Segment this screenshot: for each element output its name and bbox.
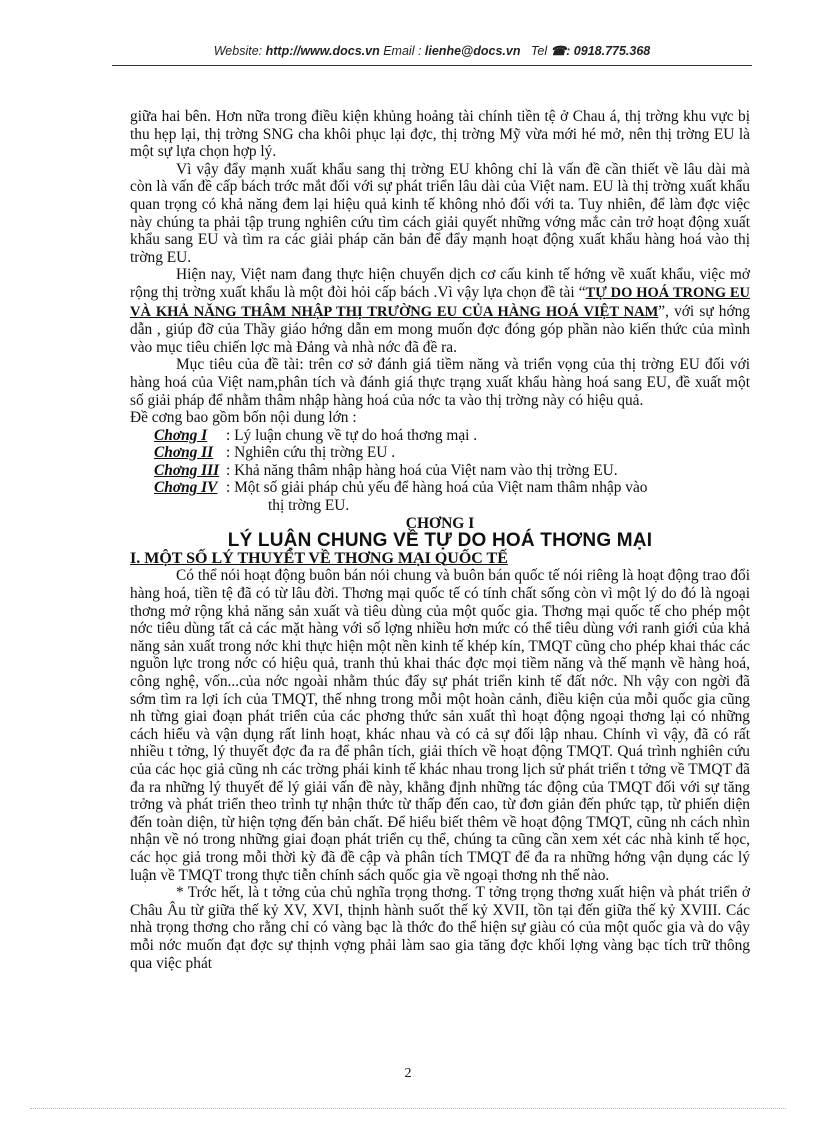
paragraph-intro: giữa hai bên. Hơn nữa trong điều kiện khủng hoảng tài chính tiền tệ ở Chau á, thị trờng khu vực bị thu hẹp lại, thị trờng SNG cha khôi phục lại đợc, thị trờng Mỹ vừa mới hé mở, nên thị trờng EU là một sự lựa chọn hợp lý. (130, 108, 750, 161)
email-label: Email : (383, 44, 422, 58)
website-label: Website: (213, 44, 263, 58)
footer-divider (30, 1108, 786, 1109)
outline-chapter-text: : Nghiên cứu thị trờng EU . (226, 444, 396, 462)
outline-item-continuation: thị trờng EU. (268, 497, 350, 515)
header-divider (112, 65, 752, 66)
outline-item (144, 479, 750, 497)
page-number: 2 (404, 1066, 412, 1081)
chapter-heading: CHƠNG I (405, 514, 475, 532)
outline-intro: Đề cơng bao gồm bốn nội dung lớn : (130, 409, 357, 427)
outline-chapter-text: : Khả năng thâm nhập hàng hoá của Việt nam vào thị trờng EU. (226, 461, 618, 479)
outline-chapter-text: : Một số giải pháp chủ yếu để hàng hoá của Việt nam thâm nhập vào (226, 479, 648, 497)
topic-lead-text: Hiện nay, Việt nam đang thực hiện chuyển dịch cơ cấu kinh tế hớng về xuất khẩu, việc mở rộng thị trờng xuất khẩu là một đòi hỏi cấp bách .Vì vậy lựa chọn đề tài “ (130, 266, 750, 301)
section-paragraph: Có thể nói hoạt động buôn bán nói chung và buôn bán quốc tế nói riêng là hoạt động trao đổi hàng hoá, tiền tệ đã có từ lâu đời. Thơng mại quốc tế có tính chất sống còn vì một lý do đó là ngoại thơng mở rộng khả năng sản xuất và tiêu dùng của một quốc gia. Thơng mại quốc tế cho phép một nớc tiêu dùng tất cả các mặt hàng với số lợng nhiều hơn mức có thể tiêu dùng với ranh giới của khả năng sản xuất trong nớc khi thực hiện một nền kinh tế khép kín, TMQT cũng cho phép khai thác các nguồn lực trong nớc có hiệu quả, tranh thủ khai thác đợc mọi tiềm năng và thế mạnh về hàng hoá, công nghệ, vốn...của nớc ngoài nhằm thúc đẩy sự phát triển kinh tế đất nớc. Nh vậy con ngời đã sớm tìm ra lợi ích của TMQT, thế nhng trong mỗi một hoàn cảnh, điều kiện của mỗi quốc gia cũng nh từng giai đoạn phát triển của các phơng thức sản xuất thì hoạt động ngoại thơng lại có những cách hiểu và vận dụng rất linh hoạt, khác nhau và có cả sự đối lập nhau. Chính vì vậy, đã có rất nhiều t tởng, lý thuyết đợc đa ra để phân tích, giải thích về hoạt động TMQT. Quá trình nghiên cứu của các học giả cũng nh các trờng phái kinh tế khác nhau trong lịch sử phát triển t tởng về TMQT đã đa ra những lý thuyết để lý giải vấn đề này, khẳng định những tác động của TMQT đối với sự tăng trởng và phát triển theo trình tự nhận thức từ thấp đến cao, từ đơn giản đến phức tạp, từ phiến diện đến toàn diện, từ hiện tợng đến bản chất. Để hiểu biết thêm về hoạt động TMQT, cũng nh cách nhìn nhận về nó trong những giai đoạn phát triển cụ thể, chúng ta cũng cần xem xét các nhà kinh tế học, các học giả trong mỗi thời kỳ đã đề cập và phân tích TMQT để đa ra những hớng vận dụng các lý luận về TMQT trong thực tiễn chính sách quốc gia về ngoại thơng nh thế nào. (130, 567, 750, 884)
outline-item (144, 462, 750, 480)
email-address[interactable]: lienhe@docs.vn (424, 44, 521, 58)
page-header (112, 43, 752, 63)
section-title: I. MỘT SỐ LÝ THUYẾT VỀ THƠNG MẠI QUỐC TẾ (130, 549, 508, 567)
phone-icon: ☎ (550, 44, 567, 58)
topic-title: TỰ DO HOÁ TRONG EU VÀ KHẢ NĂNG THÂM NHẬP THỊ TRƯỜNG EU CỦA HÀNG HOÁ VIỆT NAM (130, 284, 751, 320)
paragraph-reason: Vì vậy đẩy mạnh xuất khẩu sang thị trờng EU không chỉ là vấn đề cần thiết về lâu dài mà còn là vấn đề cấp bách trớc mắt đối với sự phát triển lâu dài của Việt nam. EU là thị trờng xuất khẩu quan trọng có khả năng đem lại hiệu quả kinh tế không nhỏ đối với ta. Tuy nhiên, để làm đợc việc này chúng ta phải tập trung nghiên cứu tìm cách giải quyết những vớng mắc cản trở hoạt động xuất khẩu sang EU và tìm ra các giải pháp căn bản để đẩy mạnh hoạt động xuất khẩu hàng hoá vào thị trờng EU. (130, 160, 750, 266)
outline-chapter-text: : Lý luận chung về tự do hoá thơng mại . (226, 426, 478, 444)
topic-tail-text: ”, với sự hớng dẫn , giúp đỡ của Thầy giáo hớng dẫn em mong muốn đợc đóng góp phần nào kiến thức của mình vào mục tiêu chiến lợc mà Đảng và nhà nớc đã đề ra. (130, 302, 751, 356)
outline-chapter-label: Chơng IV (154, 479, 218, 497)
tel-label: Tel (530, 44, 548, 58)
outline-chapter-label: Chơng I (154, 426, 208, 444)
outline-chapter-label: Chơng II (154, 444, 214, 462)
section-paragraph-mercantilism: * Trớc hết, là t tởng của chủ nghĩa trọng thơng. T tởng trọng thơng xuất hiện và phát triển ở Châu Âu từ giữa thế kỷ XV, XVI, thịnh hành suốt thế kỷ XVII, tồn tại đến giữa thế kỷ XVIII. Các nhà trọng thơng cho rằng chỉ có vàng bạc là thớc đo thể hiện sự giàu có của một quốc gia và do vậy mỗi nớc muốn đạt đợc sự thịnh vợng phải làm sao gia tăng đợc khối lợng vàng bạc tích trữ thông qua việc phát (130, 884, 750, 972)
outline-item (144, 427, 750, 445)
outline-list (144, 427, 750, 515)
website-url[interactable]: http://www.docs.vn (265, 44, 380, 58)
paragraph-topic (130, 266, 750, 356)
chapter-title: LÝ LUẬN CHUNG VỀ TỰ DO HOÁ THƠNG MẠI (227, 530, 653, 552)
paragraph-objective: Mục tiêu của đề tài: trên cơ sở đánh giá tiềm năng và triển vọng của thị trờng EU đối với hàng hoá của Việt nam,phân tích và đánh giá thực trạng xuất khẩu hàng hoá sang EU, đề xuất một số giải pháp để nhằm thâm nhập hàng hoá của nớc ta vào thị trờng này có hiệu quả. (130, 356, 750, 409)
document-body (130, 108, 750, 972)
outline-chapter-label: Chơng III (154, 461, 220, 479)
phone-number: : 0918.775.368 (566, 44, 651, 58)
outline-item (144, 444, 750, 462)
